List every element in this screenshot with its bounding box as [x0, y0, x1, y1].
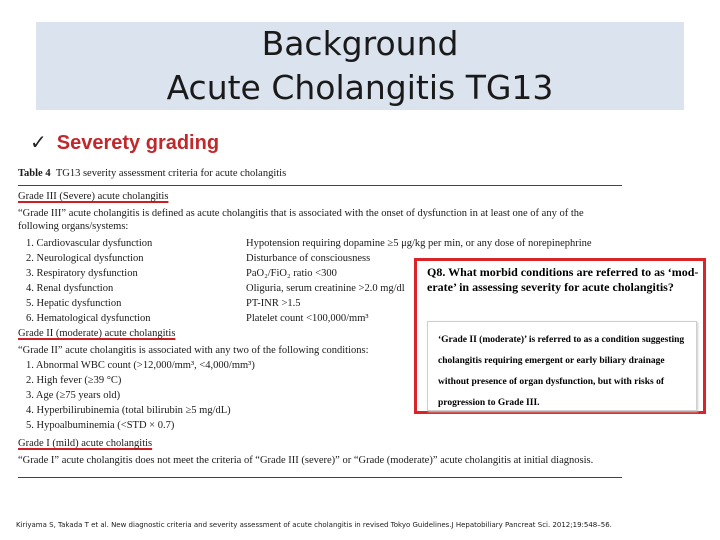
grade2-heading: Grade II (moderate) acute cholangitis — [18, 328, 176, 339]
title-banner — [36, 22, 684, 110]
grade2-item: 2. High fever (≥39 °C) — [26, 375, 122, 386]
q8-answer: ‘Grade II (moderate)’ is referred to as a condition suggesting cholangitis requiring emergent or early biliary drainage without presence of organ dysfunction, but with risks of progression to Grade III. — [438, 335, 685, 408]
grade3-item-label: 4. Renal dysfunction — [26, 283, 114, 294]
bullet-text: Severety grading — [56, 132, 220, 154]
table-caption-text: TG13 severity assessment criteria for acute cholangitis — [55, 168, 287, 179]
grade3-item-criterion: Platelet count <100,000/mm³ — [246, 313, 369, 324]
grade3-item-criterion: PT-INR >1.5 — [246, 298, 301, 309]
q8-question: Q8. What morbid conditions are referred to as ‘mod-erate’ in assessing severity for acute cholangitis? — [427, 265, 699, 294]
check-icon: ✓ — [30, 132, 47, 154]
grade1-text: “Grade I” acute cholangitis does not meet the criteria of “Grade III (severe)” or “Grade (moderate)” acute cholangitis at initial diagnosis. — [18, 455, 594, 466]
q8-answer-box — [427, 321, 697, 411]
bullet-severity-grading — [30, 130, 219, 155]
grade3-item-label: 5. Hepatic dysfunction — [26, 298, 122, 309]
grade3-intro-line-1: “Grade III” acute cholangitis is defined as acute cholangitis that is associated with the onset of dysfunction in at least one of any of the — [18, 208, 584, 219]
slide-title-line-1: Background — [261, 24, 459, 63]
table-caption — [18, 168, 286, 179]
grade2-intro: “Grade II” acute cholangitis is associated with any two of the following conditions: — [18, 345, 369, 356]
grade3-item-criterion: Disturbance of consciousness — [246, 253, 371, 264]
grade3-intro-line-2: following organs/systems: — [18, 221, 129, 232]
slide-title-line-2: Acute Cholangitis TG13 — [166, 68, 554, 107]
table-top-rule — [18, 185, 622, 186]
grade3-item-label: 1. Cardiovascular dysfunction — [26, 238, 153, 249]
grade3-item-criterion: Hypotension requiring dopamine ≥5 μg/kg per min, or any dose of norepinephrine — [246, 238, 592, 249]
grade3-item-criterion: Oliguria, serum creatinine >2.0 mg/dl — [246, 283, 405, 294]
q8-callout-box — [414, 258, 706, 414]
grade3-item-criterion: PaO₂/FiO₂ ratio <300 — [246, 268, 337, 279]
grade2-item: 4. Hyperbilirubinemia (total bilirubin ≥5 mg/dL) — [26, 405, 231, 416]
grade1-heading: Grade I (mild) acute cholangitis — [18, 438, 153, 449]
grade3-item-label: 2. Neurological dysfunction — [26, 253, 144, 264]
table-bottom-rule — [18, 477, 622, 478]
grade3-item-label: 6. Hematological dysfunction — [26, 313, 151, 324]
grade2-item: 3. Age (≥75 years old) — [26, 390, 121, 401]
grade2-item: 1. Abnormal WBC count (>12,000/mm³, <4,000/mm³) — [26, 360, 255, 371]
reference-citation: Kiriyama S, Takada T et al. New diagnostic criteria and severity assessment of acute cholangitis in revised Tokyo Guidelines.J Hepatobiliary Pancreat Sci. 2012;19:548–56. — [16, 521, 612, 529]
grade3-heading: Grade III (Severe) acute cholangitis — [18, 191, 169, 202]
grade2-item: 5. Hypoalbuminemia (<STD × 0.7) — [26, 420, 175, 431]
table-caption-label: Table 4 — [18, 168, 51, 179]
grade3-item-label: 3. Respiratory dysfunction — [26, 268, 138, 279]
